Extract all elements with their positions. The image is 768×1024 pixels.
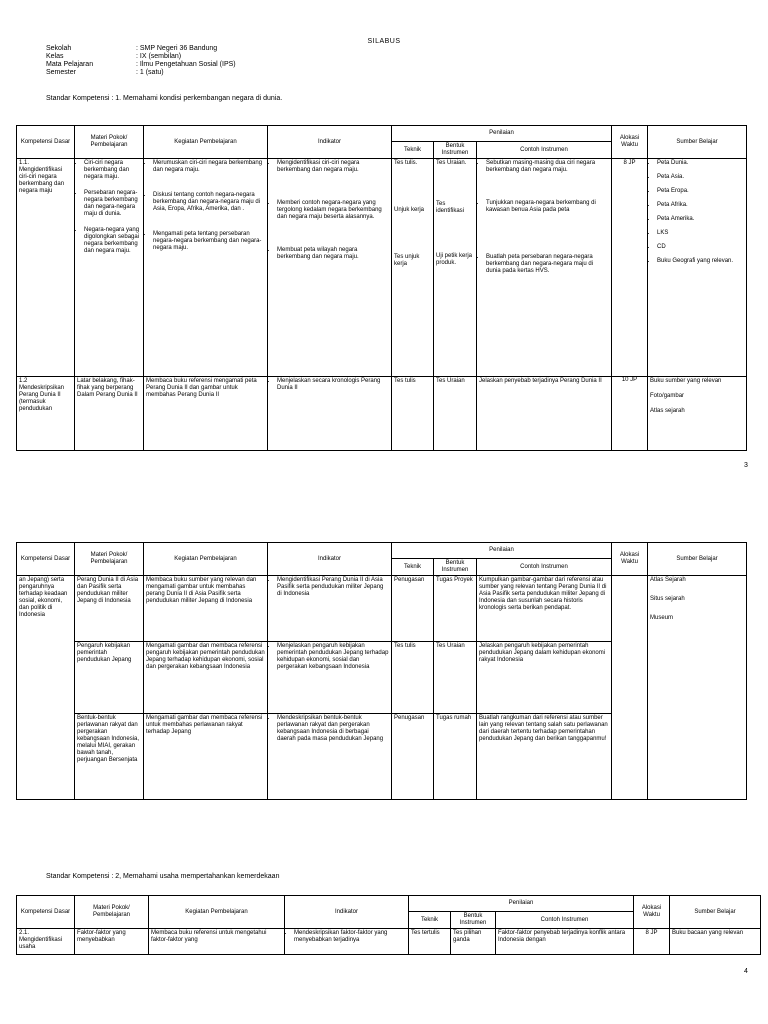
page-number: 4 — [744, 968, 748, 975]
teknik-cell: Tes tertulis — [409, 929, 451, 955]
contoh-cell: Faktor-faktor penyebab terjadinya konflik antara Indonesia dengan — [496, 929, 634, 955]
meta-key: Semester — [46, 69, 76, 76]
indikator-cell — [268, 576, 392, 642]
school-info — [46, 45, 236, 77]
document-title: SILABUS — [367, 38, 401, 45]
kegiatan-cell: Membaca buku referensi mengamati peta Perang Dunia II dan gambar untuk membahas Perang Dunia II — [144, 377, 268, 451]
sumber-text: Atlas Sejarah — [650, 577, 686, 583]
bentuk-cell: Tes pilihan ganda — [451, 929, 496, 955]
meta-key: Kelas — [46, 53, 64, 60]
silabus-table-2 — [16, 542, 747, 800]
kegiatan-cell: Membaca buku referensi untuk mengetahui faktor-faktor yang — [149, 929, 285, 955]
sumber-text: Situs sejarah — [650, 596, 685, 602]
kd-cell: 1.1. Mengidentifikasi ciri-ciri negara berkembang dan negara maju — [17, 159, 75, 377]
header-sumber: Sumber Belajar — [648, 126, 747, 159]
header-kd: Kompetensi Dasar — [17, 543, 75, 576]
header-kegiatan: Kegiatan Pembelajaran — [144, 543, 268, 576]
bentuk-cell: Tes Uraian — [434, 642, 477, 714]
alokasi-cell: 8 JP — [634, 929, 670, 955]
alokasi-cell: 10 JP — [612, 377, 648, 451]
bentuk-cell: Tugas Proyek — [434, 576, 477, 642]
indikator-cell — [268, 642, 392, 714]
materi-cell: Perang Dunia II di Asia dan Pasifik serta pendudukan militer Jepang di Indonesia — [75, 576, 144, 642]
list-item: • Ciri-ciri negara berkembang dan negara maju. — [84, 160, 141, 181]
header-teknik: Teknik — [392, 559, 434, 576]
contoh-cell: Jelaskan penyebab terjadinya Perang Dunia II — [477, 377, 612, 451]
list-item: • Menjelaskan secara kronologis Perang Dunia II — [277, 378, 389, 392]
list-item: • Sebutkan masing-masing dua ciri negara berkembang dan negara maju. — [486, 160, 609, 174]
bentuk-text: Tes Uraian. — [436, 160, 467, 166]
teknik-text: Unjuk kerja — [394, 207, 425, 213]
list-item: • Mengidentifikasi Perang Dunia II di Asia Pasifik serta pendudukan militer Jepang di Indonesia — [277, 577, 389, 598]
kegiatan-cell: Membaca buku sumber yang relevan dan mengamati gambar untuk membahas perang Dunia II di Asia Pasifik serta pendudukan militer Jepang di Indonesia — [144, 576, 268, 642]
standar-kompetensi-1: Standar Kompetensi : 1. Memahami kondisi perkembangan negara di dunia. — [46, 95, 283, 102]
header-materi: Materi Pokok/ Pembelajaran — [75, 543, 144, 576]
kd-cell: 2.1. Mengidentifikasi usaha — [17, 929, 75, 955]
silabus-table-3 — [16, 895, 761, 955]
kegiatan-cell: Mengamati gambar dan membaca referensi untuk membahas perlawanan rakyat terhadap Jepang — [144, 714, 268, 800]
list-item: • Diskusi tentang contoh negara-negara berkembang dan negara-negara maju di Asia, Eropa, Afrika, Amerika, dan . — [153, 192, 265, 213]
header-penilaian: Penilaian — [392, 126, 612, 142]
silabus-table-1 — [16, 125, 747, 451]
teknik-cell: Tes tulis — [392, 642, 434, 714]
header-bentuk: Bentuk Instrumen — [434, 559, 477, 576]
header-teknik: Teknik — [392, 142, 434, 159]
contoh-cell: Jelaskan pengaruh kebijakan pemerintah pendudukan Jepang dalam kehidupan ekonomi rakyat Indonesia — [477, 642, 612, 714]
sumber-cell — [648, 576, 747, 800]
list-item: • Tunjukkan negara-negara berkembang di kawasan benua Asia pada peta — [486, 200, 609, 214]
meta-key: Mata Pelajaran — [46, 61, 94, 68]
list-item: • Merumuskan ciri-ciri negara berkembang dan negara maju. — [153, 160, 265, 174]
list-item: • Persebaran negara-negara berkembang dan negara-negara maju di dunia. — [84, 190, 141, 218]
sumber-cell — [648, 159, 747, 377]
list-item: • CD — [657, 244, 744, 251]
list-item: • Mendeskripsikan faktor-faktor yang menyebabkan terjadinya — [294, 930, 406, 944]
meta-value: : SMP Negeri 36 Bandung — [136, 45, 218, 52]
list-item: • Peta Amerika. — [657, 216, 744, 223]
list-item: • Mendeskripsikan bentuk-bentuk perlawanan rakyat dan pergerakan kebangsaan Indonesia di berbagai daerah pada masa pendudukan Jepang — [277, 715, 389, 743]
sumber-text: Buku sumber yang relevan — [650, 378, 722, 384]
header-indikator: Indikator — [285, 896, 409, 929]
list-item: • Mengamati peta tentang persebaran negara-negara berkembang dan negara-negara maju. — [153, 231, 265, 252]
kegiatan-cell: Mengamati gambar dan membaca referensi pengaruh kebijakan pemerintah pendudukan Jepang terhadap kehidupan ekonomi, sosial dan pergerakan kebangsaan Indonesia — [144, 642, 268, 714]
contoh-cell: Buatlah rangkuman dari referensi atau sumber lain yang relevan tentang salah satu perlawanan dari daerah tertentu terhadap pemerintahan pendudukan Jepang dan berikan tanggapanmu! — [477, 714, 612, 800]
contoh-cell — [477, 159, 612, 377]
materi-cell: Pengaruh kebijakan pemerintah pendudukan Jepang — [75, 642, 144, 714]
bentuk-cell: Tugas rumah — [434, 714, 477, 800]
materi-cell — [75, 159, 144, 377]
kegiatan-cell — [144, 159, 268, 377]
teknik-cell: Tes tulis — [392, 377, 434, 451]
header-materi: Materi Pokok/ Pembelajaran — [75, 126, 144, 159]
materi-cell: Bentuk-bentuk perlawanan rakyat dan pergerakan kebangsaan Indonesia, melalui MIAI, gerakan bawah tanah, perjuangan Bersenjata — [75, 714, 144, 800]
sumber-text: Atlas sejarah — [650, 408, 685, 414]
sumber-text: Museum — [650, 615, 674, 621]
list-item: • Peta Eropa. — [657, 188, 744, 195]
header-alokasi: Alokasi Waktu — [634, 896, 670, 929]
meta-value: : Ilmu Pengetahuan Sosial (IPS) — [136, 61, 236, 68]
header-kd: Kompetensi Dasar — [17, 896, 75, 929]
list-item: • Peta Asia. — [657, 174, 744, 181]
header-materi: Materi Pokok/ Pembelajaran — [75, 896, 149, 929]
header-bentuk: Bentuk Instrumen — [451, 912, 496, 929]
teknik-cell: Penugasan — [392, 576, 434, 642]
sumber-cell — [648, 377, 747, 451]
page-number: 3 — [744, 462, 748, 469]
list-item: • LKS — [657, 230, 744, 237]
teknik-cell: Penugasan — [392, 714, 434, 800]
teknik-text: Tes tulis. — [394, 160, 418, 166]
list-item: • Buatlah peta persebaran negara-negara berkembang dan negara-negara maju di dunia pada kertas HVS. — [486, 254, 609, 275]
alokasi-cell — [612, 576, 648, 800]
indikator-cell — [268, 377, 392, 451]
teknik-cell — [392, 159, 434, 377]
meta-key: Sekolah — [46, 45, 72, 52]
list-item: • Buku Geografi yang relevan. — [657, 258, 744, 265]
header-contoh: Contoh Instrumen — [477, 559, 612, 576]
list-item: • Peta Afrika. — [657, 202, 744, 209]
bentuk-text: Tes identifikasi — [436, 201, 465, 214]
sumber-cell: Buku bacaan yang relevan — [670, 929, 761, 955]
header-contoh: Contoh Instrumen — [496, 912, 634, 929]
kd-cell: an Jepang) serta pengaruhnya terhadap keadaan sosial, ekonomi, dan politik di Indonesia — [17, 576, 75, 800]
indikator-cell — [268, 159, 392, 377]
materi-cell: Latar belakang, fihak-fihak yang berperang Dalam Perang Dunia II — [75, 377, 144, 451]
indikator-cell — [285, 929, 409, 955]
header-contoh: Contoh Instrumen — [477, 142, 612, 159]
header-bentuk: Bentuk Instrumen — [434, 142, 477, 159]
header-penilaian: Penilaian — [409, 896, 634, 912]
header-indikator: Indikator — [268, 543, 392, 576]
list-item: • Negara-negara yang digolongkan sebagai negara berkembang dan negara maju. — [84, 227, 141, 255]
meta-value: : IX (sembilan) — [136, 53, 182, 60]
header-kd: Kompetensi Dasar — [17, 126, 75, 159]
meta-value: : 1 (satu) — [136, 69, 164, 76]
header-alokasi: Alokasi Waktu — [612, 126, 648, 159]
indikator-cell — [268, 714, 392, 800]
bentuk-cell — [434, 159, 477, 377]
standar-kompetensi-2: Standar Kompetensi : 2, Memahami usaha mempertahankan kemerdekaan — [46, 873, 280, 880]
header-indikator: Indikator — [268, 126, 392, 159]
header-sumber: Sumber Belajar — [670, 896, 761, 929]
kd-cell: 1.2 Mendeskripsikan Perang Dunia II (termasuk pendudukan — [17, 377, 75, 451]
list-item: • Memberi contoh negara-negara yang tergolong kedalam negara berkembang dan negara maju beserta alasannya. — [277, 200, 389, 221]
bentuk-cell: Tes Uraian — [434, 377, 477, 451]
teknik-text: Tes unjuk kerja — [394, 254, 420, 267]
header-alokasi: Alokasi Waktu — [612, 543, 648, 576]
materi-cell: Faktor-faktor yang menyebabkan — [75, 929, 149, 955]
list-item: • Peta Dunia. — [657, 160, 744, 167]
header-teknik: Teknik — [409, 912, 451, 929]
list-item: • Menjelaskan pengaruh kebijakan pemerintah pendudukan Jepang terhadap kehidupan ekonomi, sosial dan pergerakan kebangsaan Indonesia — [277, 643, 389, 671]
list-item: • Membuat peta wilayah negara berkembang dan negara maju. — [277, 247, 389, 261]
header-kegiatan: Kegiatan Pembelajaran — [149, 896, 285, 929]
alokasi-cell: 8 JP — [612, 159, 648, 377]
header-sumber: Sumber Belajar — [648, 543, 747, 576]
header-penilaian: Penilaian — [392, 543, 612, 559]
header-kegiatan: Kegiatan Pembelajaran — [144, 126, 268, 159]
list-item: • Mengidentifikasi ciri-ciri negara berkembang dan negara maju. — [277, 160, 389, 174]
contoh-cell: Kumpulkan gambar-gambar dari referensi atau sumber yang relevan tentang Perang Dunia II di Asia Pasifik serta pendudukan militer Jepang di Indonesia dan susunlah secara historis kronologis serta berikan pendapat. — [477, 576, 612, 642]
sumber-text: Foto/gambar — [650, 393, 685, 399]
bentuk-text: Uji petik kerja produk. — [436, 253, 473, 266]
